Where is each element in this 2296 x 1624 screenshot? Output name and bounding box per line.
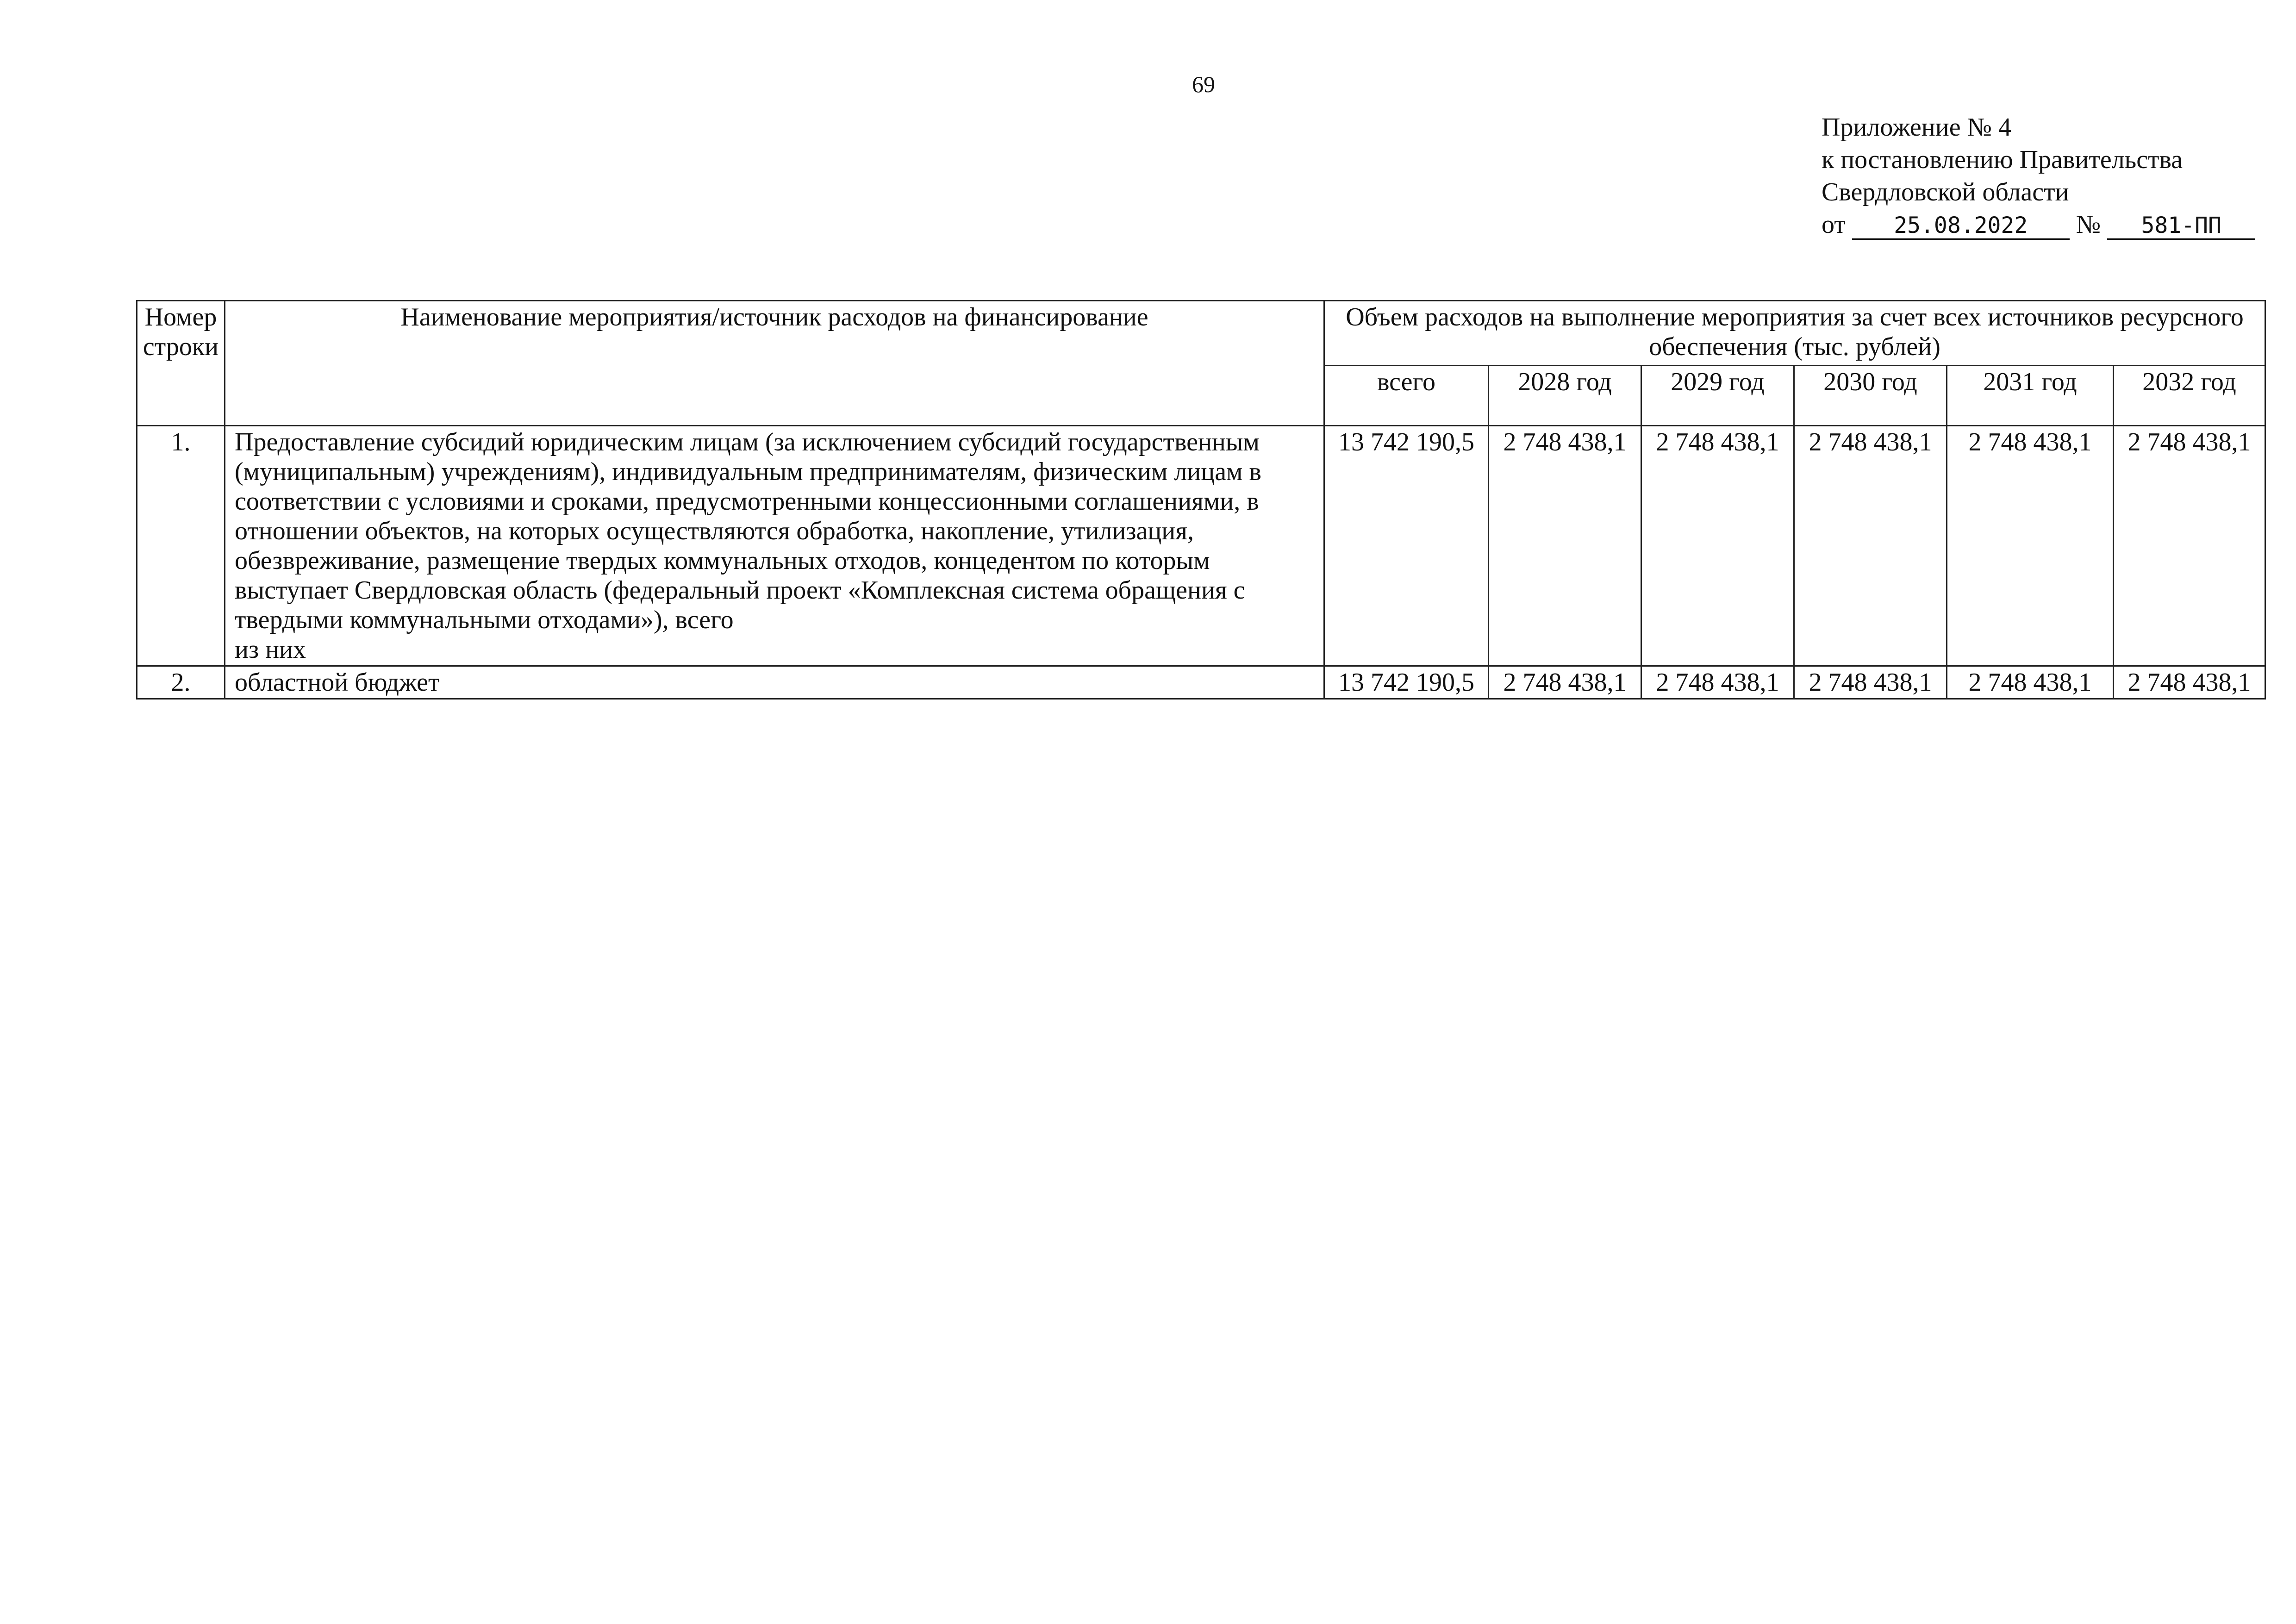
row-total: 13 742 190,5 (1324, 426, 1489, 666)
row-total: 13 742 190,5 (1324, 666, 1489, 699)
header-year: 2030 год (1794, 366, 1947, 426)
appendix-signature-line (1822, 208, 2275, 241)
header-volume: Объем расходов на выполнение мероприятия за счет всех источников ресурсного обеспечения (тыс. рублей) (1324, 301, 2265, 366)
table-row (137, 666, 2265, 699)
row-name: областной бюджет (225, 666, 1324, 699)
row-year-value: 2 748 438,1 (1794, 426, 1947, 666)
expenses-table (136, 300, 2266, 700)
row-year-value: 2 748 438,1 (1489, 426, 1641, 666)
row-number: 2. (137, 666, 225, 699)
row-name-sub: из них (235, 635, 306, 664)
number-label: № (2076, 210, 2101, 239)
row-year-value: 2 748 438,1 (1489, 666, 1641, 699)
appendix-block (1822, 111, 2275, 241)
page-number: 69 (1192, 71, 1215, 97)
appendix-title: Приложение № 4 (1822, 113, 2011, 142)
header-year: 2032 год (2114, 366, 2265, 426)
table-row (137, 426, 2265, 666)
header-year: 2031 год (1947, 366, 2114, 426)
row-year-value: 2 748 438,1 (1947, 666, 2114, 699)
header-row-number: Номер строки (137, 301, 225, 426)
header-year: 2029 год (1641, 366, 1794, 426)
row-year-value: 2 748 438,1 (2114, 426, 2265, 666)
header-total: всего (1324, 366, 1489, 426)
row-year-value: 2 748 438,1 (1641, 426, 1794, 666)
from-label: от (1822, 210, 1846, 239)
row-year-value: 2 748 438,1 (1794, 666, 1947, 699)
row-name (225, 426, 1324, 666)
decree-number: 581-ПП (2107, 212, 2255, 240)
decree-date: 25.08.2022 (1852, 212, 2070, 240)
header-year: 2028 год (1489, 366, 1641, 426)
appendix-decree-line: к постановлению Правительства (1822, 145, 2183, 174)
header-name: Наименование мероприятия/источник расходов на финансирование (225, 301, 1324, 426)
appendix-region-line: Свердловской области (1822, 178, 2069, 206)
row-number: 1. (137, 426, 225, 666)
row-year-value: 2 748 438,1 (1947, 426, 2114, 666)
row-year-value: 2 748 438,1 (2114, 666, 2265, 699)
row-name-text: Предоставление субсидий юридическим лицам (за исключением субсидий государственным (муниципальным) учреждениям), индивидуальным предпринимателям, физическим лицам в соответствии с условиями и сроками, предусмотренными концессионными соглашениями, в отношении объектов, на которых осуществляются обработка, накопление, утилизация, обезвреживание, размещение твердых коммунальных отходов, концедентом по которым выступает Свердловская область (федеральный проект «Комплексная система обращения с твердыми коммунальными отходами»), всего (235, 428, 1261, 634)
row-year-value: 2 748 438,1 (1641, 666, 1794, 699)
